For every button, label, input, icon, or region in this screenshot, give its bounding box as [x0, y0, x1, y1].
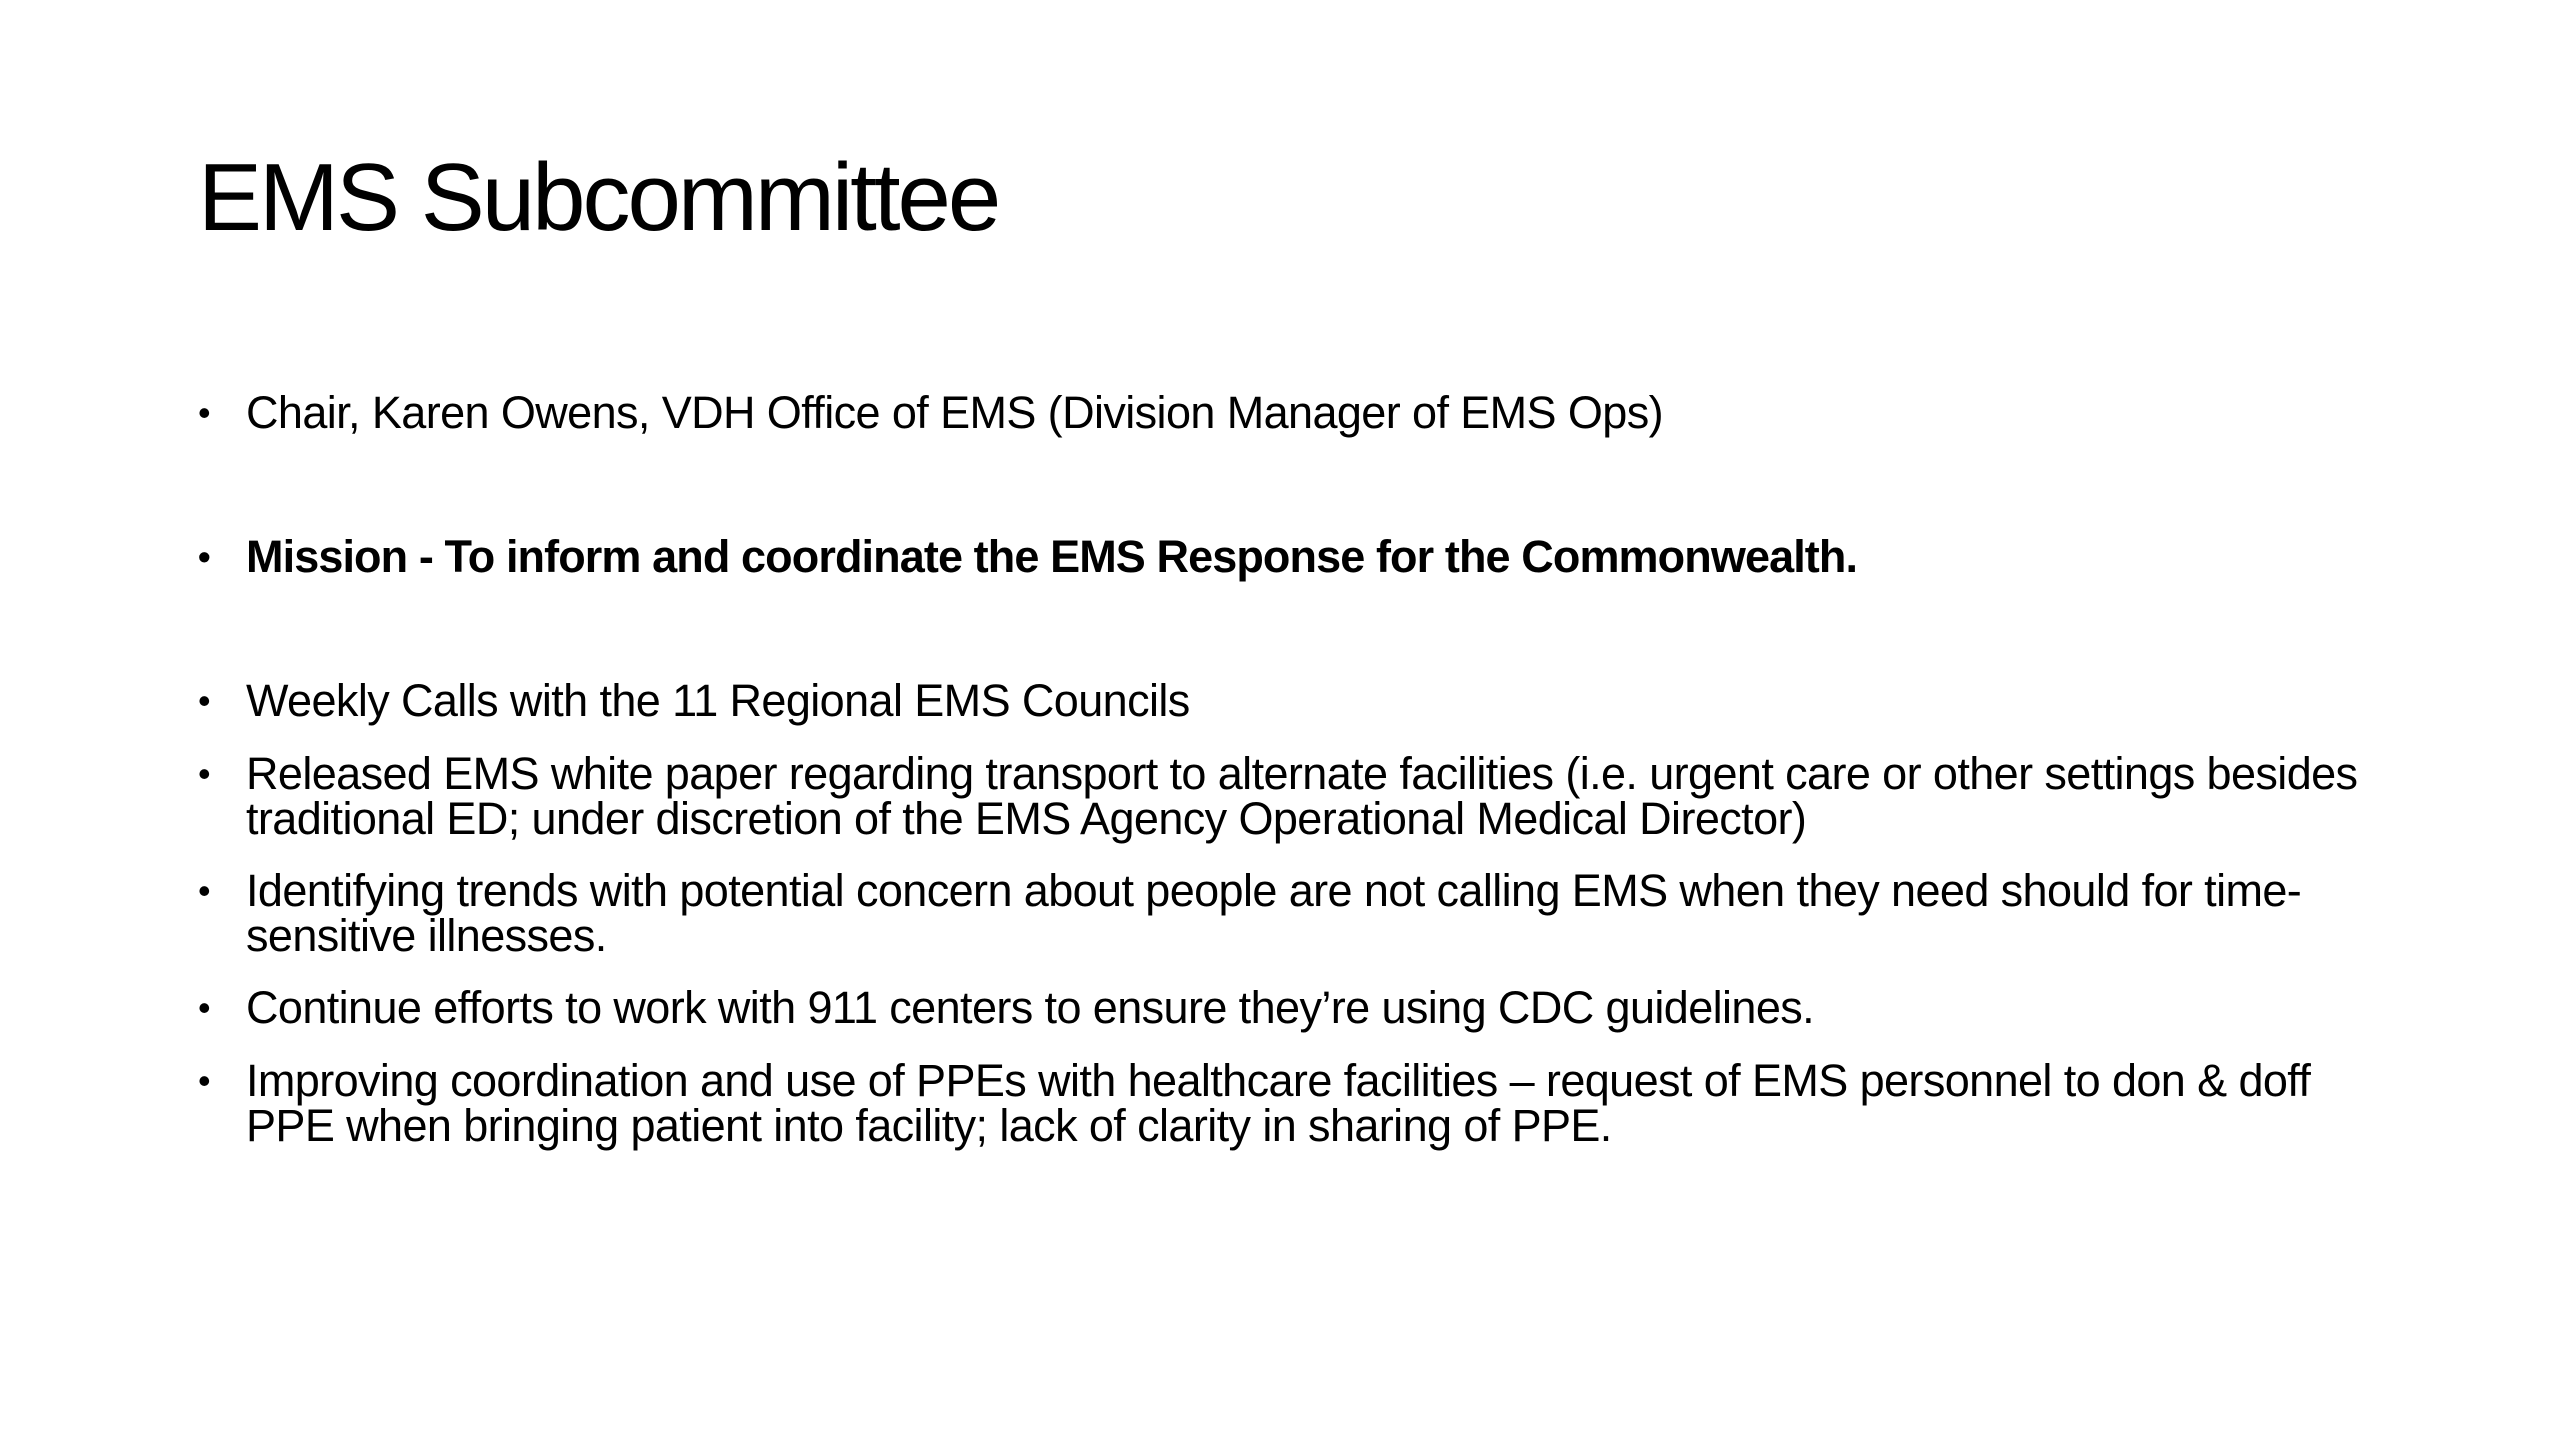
bullet-icon: •: [198, 392, 211, 433]
bullet-icon: •: [198, 870, 211, 911]
bullet-icon: •: [198, 753, 211, 794]
bullet-text: Improving coordination and use of PPEs with healthcare facilities – request of EMS personnel to don & doff PPE when bringing patient into facility; lack of clarity in sharing of PPE.: [246, 1055, 2311, 1151]
bullet-text: Weekly Calls with the 11 Regional EMS Councils: [246, 675, 1190, 726]
bullet-item-weekly-calls: [198, 675, 2398, 726]
bullet-icon: •: [198, 1060, 211, 1101]
bullet-icon: •: [198, 987, 211, 1028]
bullet-item-ppe: [198, 1055, 2398, 1151]
bullet-text: Mission - To inform and coordinate the EMS Response for the Commonwealth.: [246, 531, 1858, 582]
bullet-icon: •: [198, 680, 211, 721]
bullet-item-911-centers: [198, 982, 2398, 1033]
bullet-item-white-paper: [198, 748, 2398, 844]
bullet-item-chair: [198, 387, 2398, 438]
bullet-icon: •: [198, 536, 210, 577]
bullet-text: Continue efforts to work with 911 centers to ensure they’re using CDC guidelines.: [246, 982, 1815, 1033]
bullet-item-mission: [198, 531, 2398, 582]
bullet-text: Released EMS white paper regarding transport to alternate facilities (i.e. urgent care or other settings besides traditional ED; under discretion of the EMS Agency Operational Medical Director): [246, 748, 2358, 844]
bullet-text: Identifying trends with potential concern about people are not calling EMS when they need should for time-sensitive illnesses.: [246, 865, 2302, 961]
slide-title: EMS Subcommittee: [198, 144, 999, 251]
bullet-text: Chair, Karen Owens, VDH Office of EMS (Division Manager of EMS Ops): [246, 387, 1663, 438]
bullet-item-trends: [198, 865, 2398, 961]
